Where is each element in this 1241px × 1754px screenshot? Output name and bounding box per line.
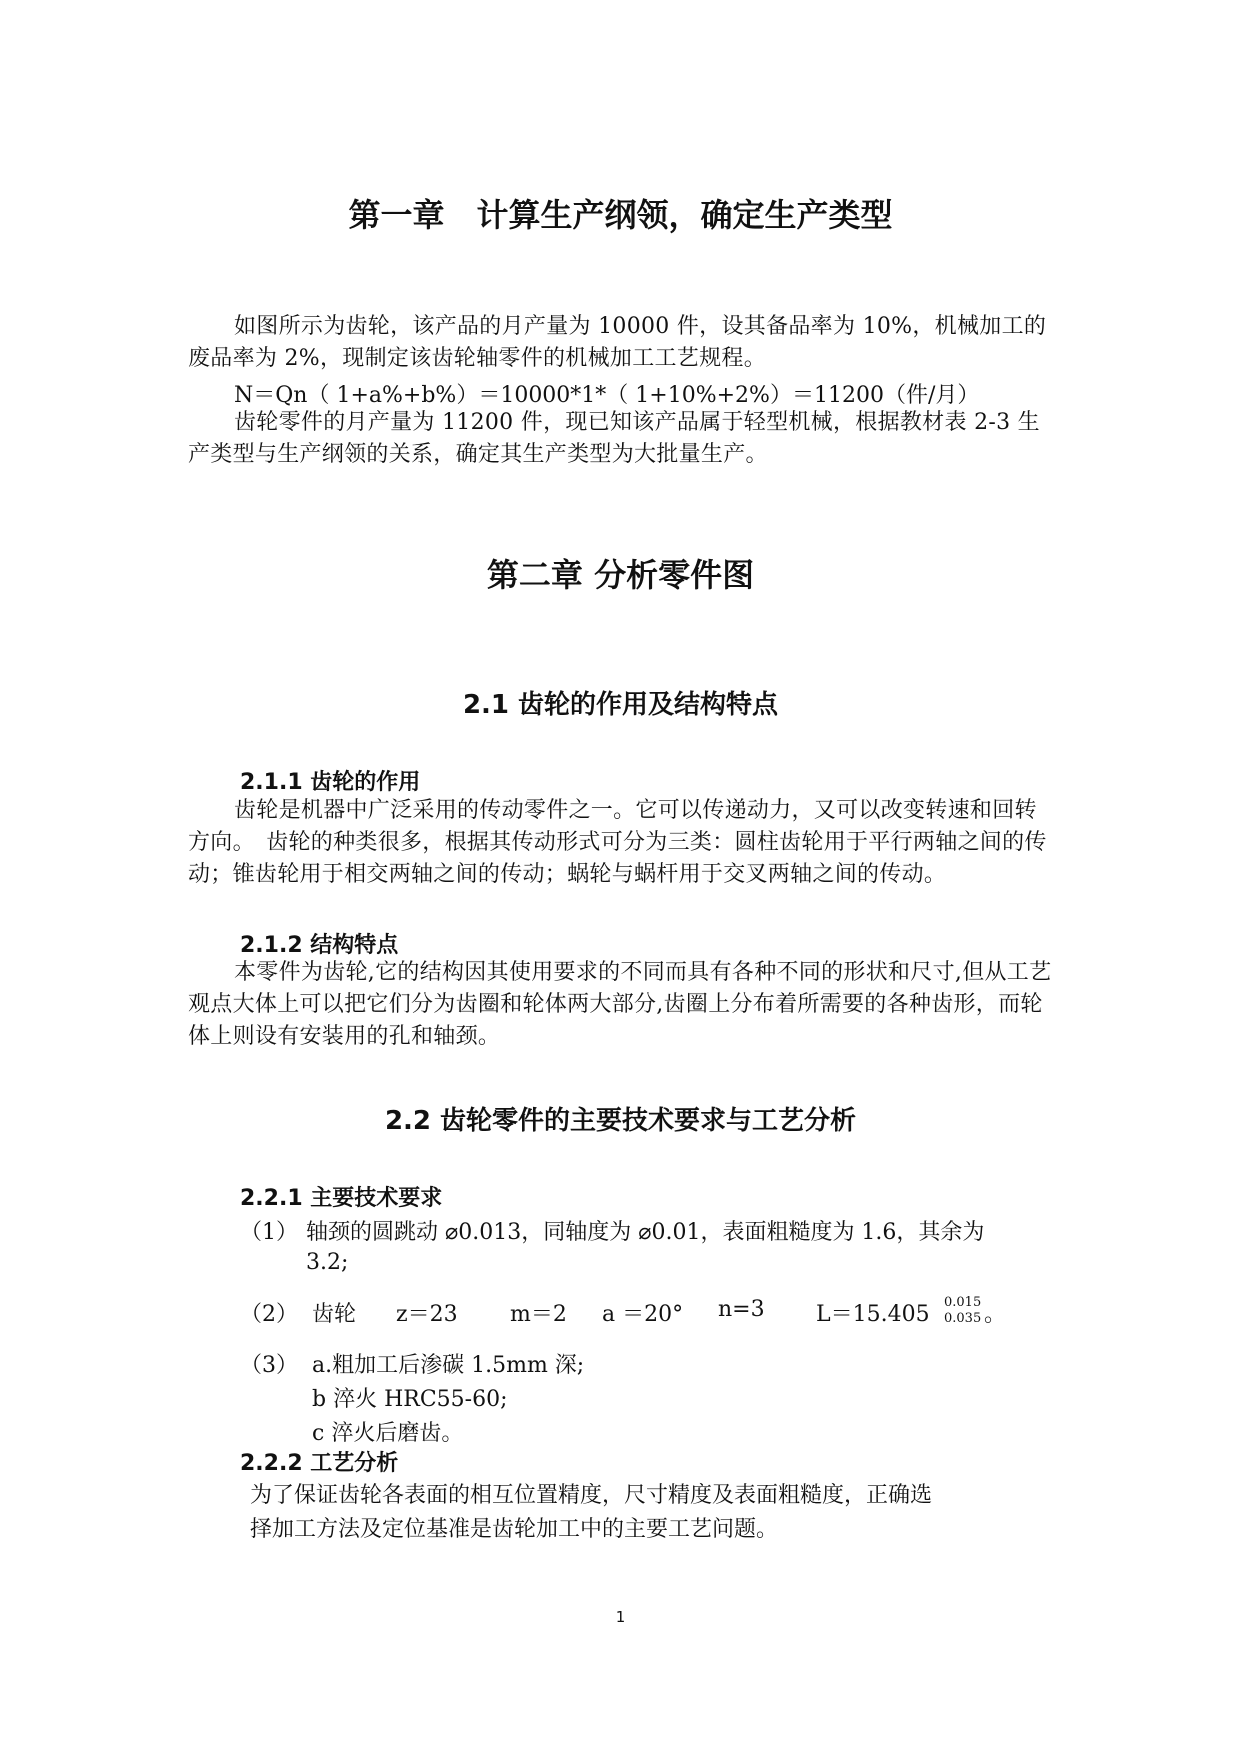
subsection-2-2-2-title: 2.2.2 工艺分析	[240, 1451, 399, 1476]
requirement-2-teeth-count: z＝23	[396, 1302, 458, 1327]
requirement-2-label: （2）	[240, 1302, 298, 1327]
subsection-2-1-1-body: 齿轮是机器中广泛采用的传动零件之一。它可以传递动力，又可以改变转速和回转方向。 齿轮的种类很多，根据其传动形式可分为三类：圆柱齿轮用于平行两轴之间的传动；锥齿轮用于相交两轴之间的传动；蜗轮与蜗杆用于交叉两轴之间的传动。	[188, 798, 1047, 887]
subsection-2-1-2-title: 2.1.2 结构特点	[240, 933, 399, 958]
requirement-2-gear: 齿轮	[312, 1302, 357, 1327]
requirement-2-pressure-angle: a ＝20°	[602, 1302, 684, 1327]
section-2-2-title: 2.2 齿轮零件的主要技术要求与工艺分析	[384, 1106, 857, 1136]
requirement-3-label: （3）	[240, 1353, 298, 1378]
process-analysis-line-2: 择加工方法及定位基准是齿轮加工中的主要工艺问题。	[250, 1517, 779, 1542]
subsection-2-1-2-body: 本零件为齿轮,它的结构因其使用要求的不同而具有各种不同的形状和尺寸,但从工艺观点大体上可以把它们分为齿圈和轮体两大部分,齿圈上分布着所需要的各种齿形，而轮体上则设有安装用的孔和轴颈。	[188, 960, 1052, 1049]
production-formula: N＝Qn（ 1+a%+b%）＝10000*1*（ 1+10%+2%）＝11200（件/月）	[234, 383, 980, 408]
chapter-2-title: 第二章 分析零件图	[486, 556, 755, 594]
chapter-1-paragraph-1-text: 如图所示为齿轮，该产品的月产量为 10000 件，设其备品率为 10%，机械加工的废品率为 2%，现制定该齿轮轴零件的机械加工工艺规程。	[188, 314, 1047, 371]
requirement-2-module: m＝2	[510, 1302, 567, 1327]
requirement-3-c: c 淬火后磨齿。	[312, 1421, 464, 1446]
tolerance-lower: 0.035	[944, 1311, 982, 1326]
subsection-2-1-2-text	[188, 957, 1058, 1053]
subsection-2-1-1-title: 2.1.1 齿轮的作用	[240, 770, 421, 795]
requirement-1-line-2: 3.2;	[306, 1250, 349, 1275]
chapter-1-paragraph-1	[188, 311, 1058, 375]
requirement-3-b: b 淬火 HRC55-60;	[312, 1387, 508, 1412]
tolerance-upper: 0.015	[944, 1295, 982, 1310]
subsection-2-2-1-title: 2.2.1 主要技术要求	[240, 1186, 443, 1211]
subsection-2-1-1-text	[188, 795, 1058, 891]
requirement-3-a: a.粗加工后渗碳 1.5mm 深;	[312, 1353, 585, 1378]
requirement-2-length: L＝15.405	[816, 1302, 930, 1327]
page-number: 1	[615, 1608, 626, 1626]
requirement-2-n-value: n=3	[718, 1297, 765, 1322]
requirement-1-label: （1）	[240, 1220, 298, 1245]
requirement-1-line-1: 轴颈的圆跳动 ⌀0.013，同轴度为 ⌀0.01，表面粗糙度为 1.6，其余为	[306, 1220, 985, 1245]
section-2-1-title: 2.1 齿轮的作用及结构特点	[462, 690, 779, 720]
chapter-1-paragraph-2-text: 齿轮零件的月产量为 11200 件，现已知该产品属于轻型机械，根据教材表 2-3 生产类型与生产纲领的关系，确定其生产类型为大批量生产。	[188, 410, 1040, 467]
chapter-1-title: 第一章 计算生产纲领，确定生产类型	[348, 196, 893, 234]
chapter-1-paragraph-2	[188, 407, 1058, 471]
requirement-2-end: 。	[984, 1302, 1007, 1327]
process-analysis-line-1: 为了保证齿轮各表面的相互位置精度，尺寸精度及表面粗糙度，正确选	[250, 1483, 933, 1508]
